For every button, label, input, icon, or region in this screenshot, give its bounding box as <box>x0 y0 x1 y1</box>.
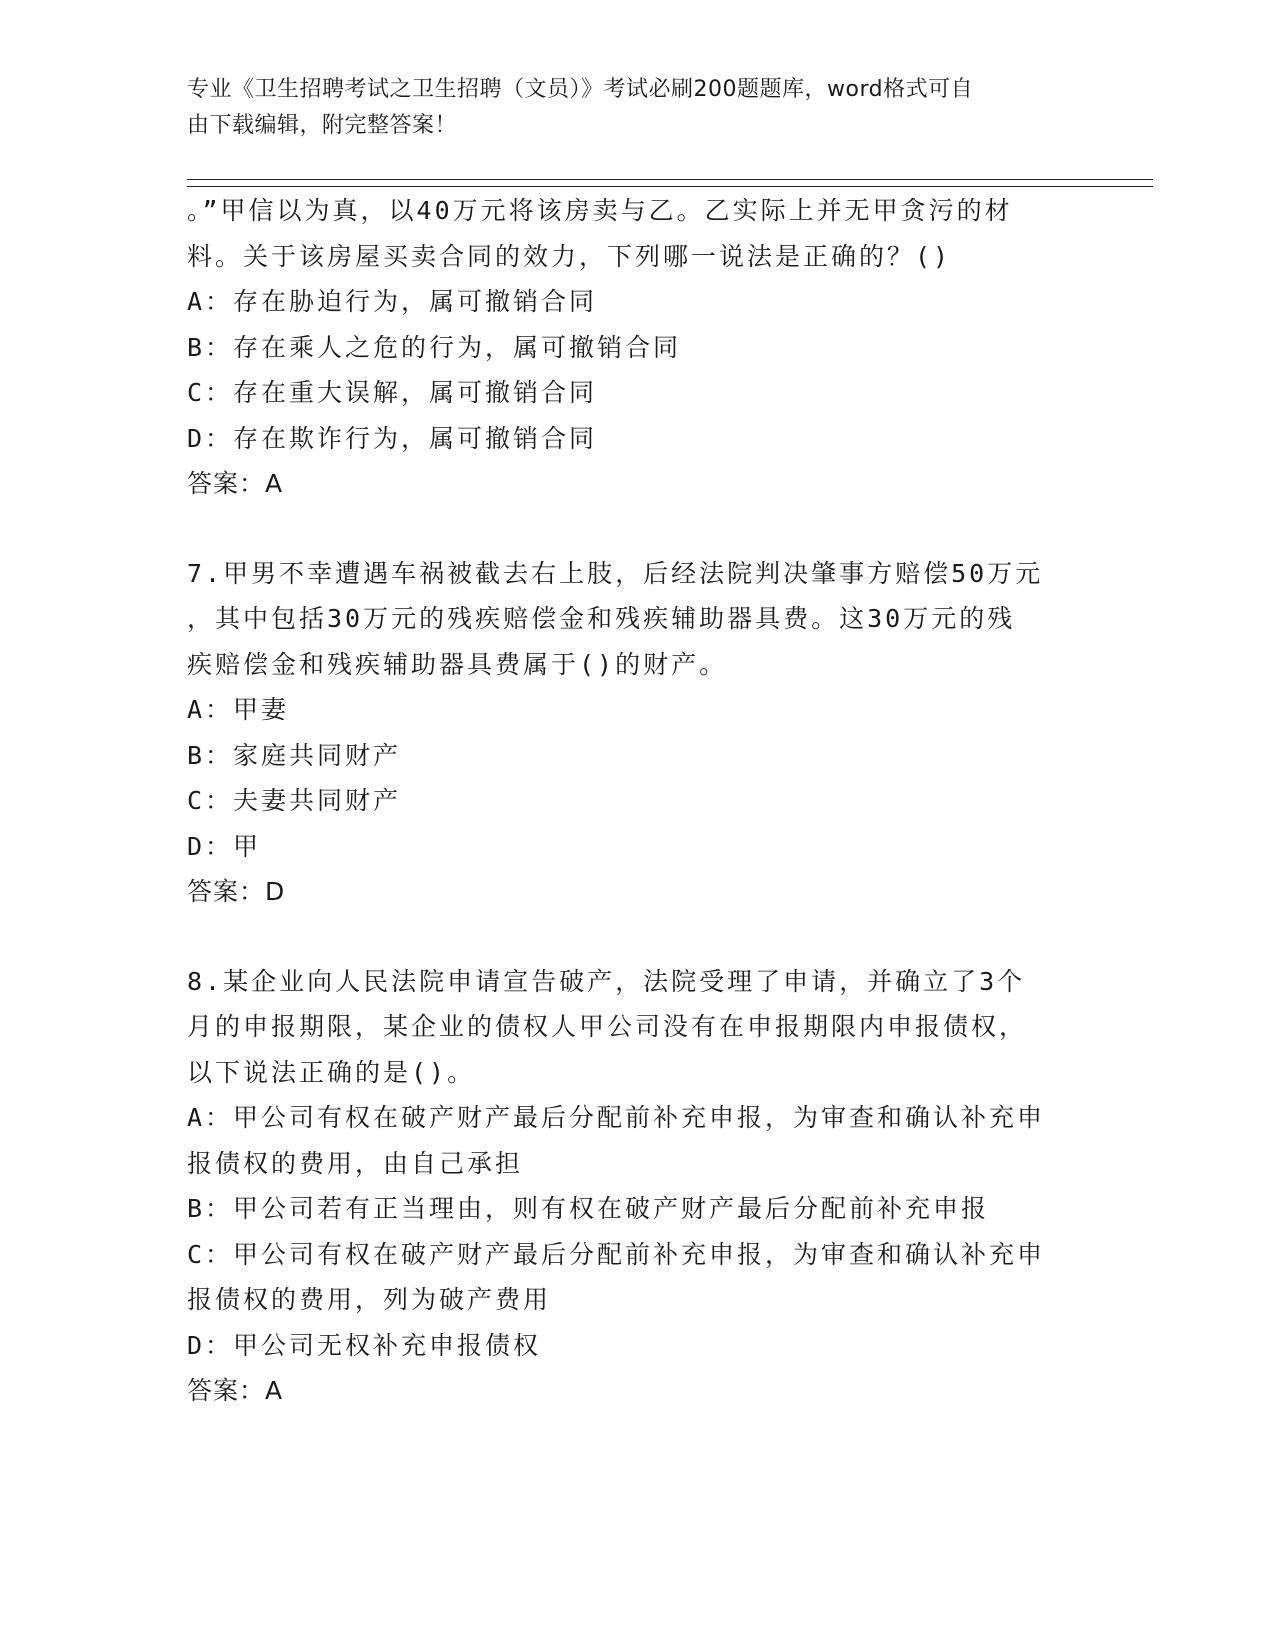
header-line-1: 专业《卫生招聘考试之卫生招聘（文员）》考试必刷200题题库，word格式可自 <box>187 77 974 102</box>
header-line-2: 由下载编辑，附完整答案！ <box>187 113 458 138</box>
header-divider-bottom <box>187 186 1153 187</box>
option-d: D：甲公司无权补充申报债权 <box>187 1330 542 1360</box>
question-7 <box>187 551 1087 915</box>
question-stem-line: 月的申报期限，某企业的债权人甲公司没有在申报期限内申报债权， <box>187 1012 1028 1041</box>
answer-text: 答案：D <box>187 877 286 906</box>
document-body <box>187 188 1087 1414</box>
option-c: C：存在重大误解，属可撤销合同 <box>187 378 598 407</box>
option-c-continued: 报债权的费用，列为破产费用 <box>187 1285 552 1314</box>
option-a: A：甲公司有权在破产财产最后分配前补充申报，为审查和确认补充申 <box>187 1103 1046 1132</box>
option-d: D：甲 <box>187 831 262 861</box>
question-stem-line: 。”甲信以为真，以40万元将该房卖与乙。乙实际上并无甲贪污的材 <box>187 196 1013 225</box>
option-b: B：甲公司若有正当理由，则有权在破产财产最后分配前补充申报 <box>187 1194 990 1223</box>
question-6-continuation <box>187 188 1087 507</box>
question-8 <box>187 959 1087 1414</box>
option-b: B：家庭共同财产 <box>187 740 402 770</box>
question-stem-line: 疾赔偿金和残疾辅助器具费属于()的财产。 <box>187 649 728 679</box>
answer-text: 答案：A <box>187 469 284 498</box>
question-stem-line: 以下说法正确的是()。 <box>187 1057 476 1087</box>
option-b: B：存在乘人之危的行为，属可撤销合同 <box>187 332 682 362</box>
option-d: D：存在欺诈行为，属可撤销合同 <box>187 423 598 453</box>
document-header <box>187 72 1087 144</box>
header-divider-top <box>187 179 1153 180</box>
option-a: A：存在胁迫行为，属可撤销合同 <box>187 287 598 316</box>
question-stem-line: 7.甲男不幸遭遇车祸被截去右上肢，后经法院判决肇事方赔偿50万元 <box>187 558 1044 588</box>
question-stem-line: 8.某企业向人民法院申请宣告破产，法院受理了申请，并确立了3个 <box>187 966 1026 996</box>
option-c: C：夫妻共同财产 <box>187 786 402 815</box>
option-c: C：甲公司有权在破产财产最后分配前补充申报，为审查和确认补充申 <box>187 1239 1046 1269</box>
question-stem-line: 料。关于该房屋买卖合同的效力，下列哪一说法是正确的？() <box>187 241 952 271</box>
answer-text: 答案：A <box>187 1376 284 1405</box>
option-a: A：甲妻 <box>187 695 290 724</box>
option-a-continued: 报债权的费用，由自己承担 <box>187 1148 524 1178</box>
question-stem-line: ，其中包括30万元的残疾赔偿金和残疾辅助器具费。这30万元的残 <box>187 604 1016 633</box>
